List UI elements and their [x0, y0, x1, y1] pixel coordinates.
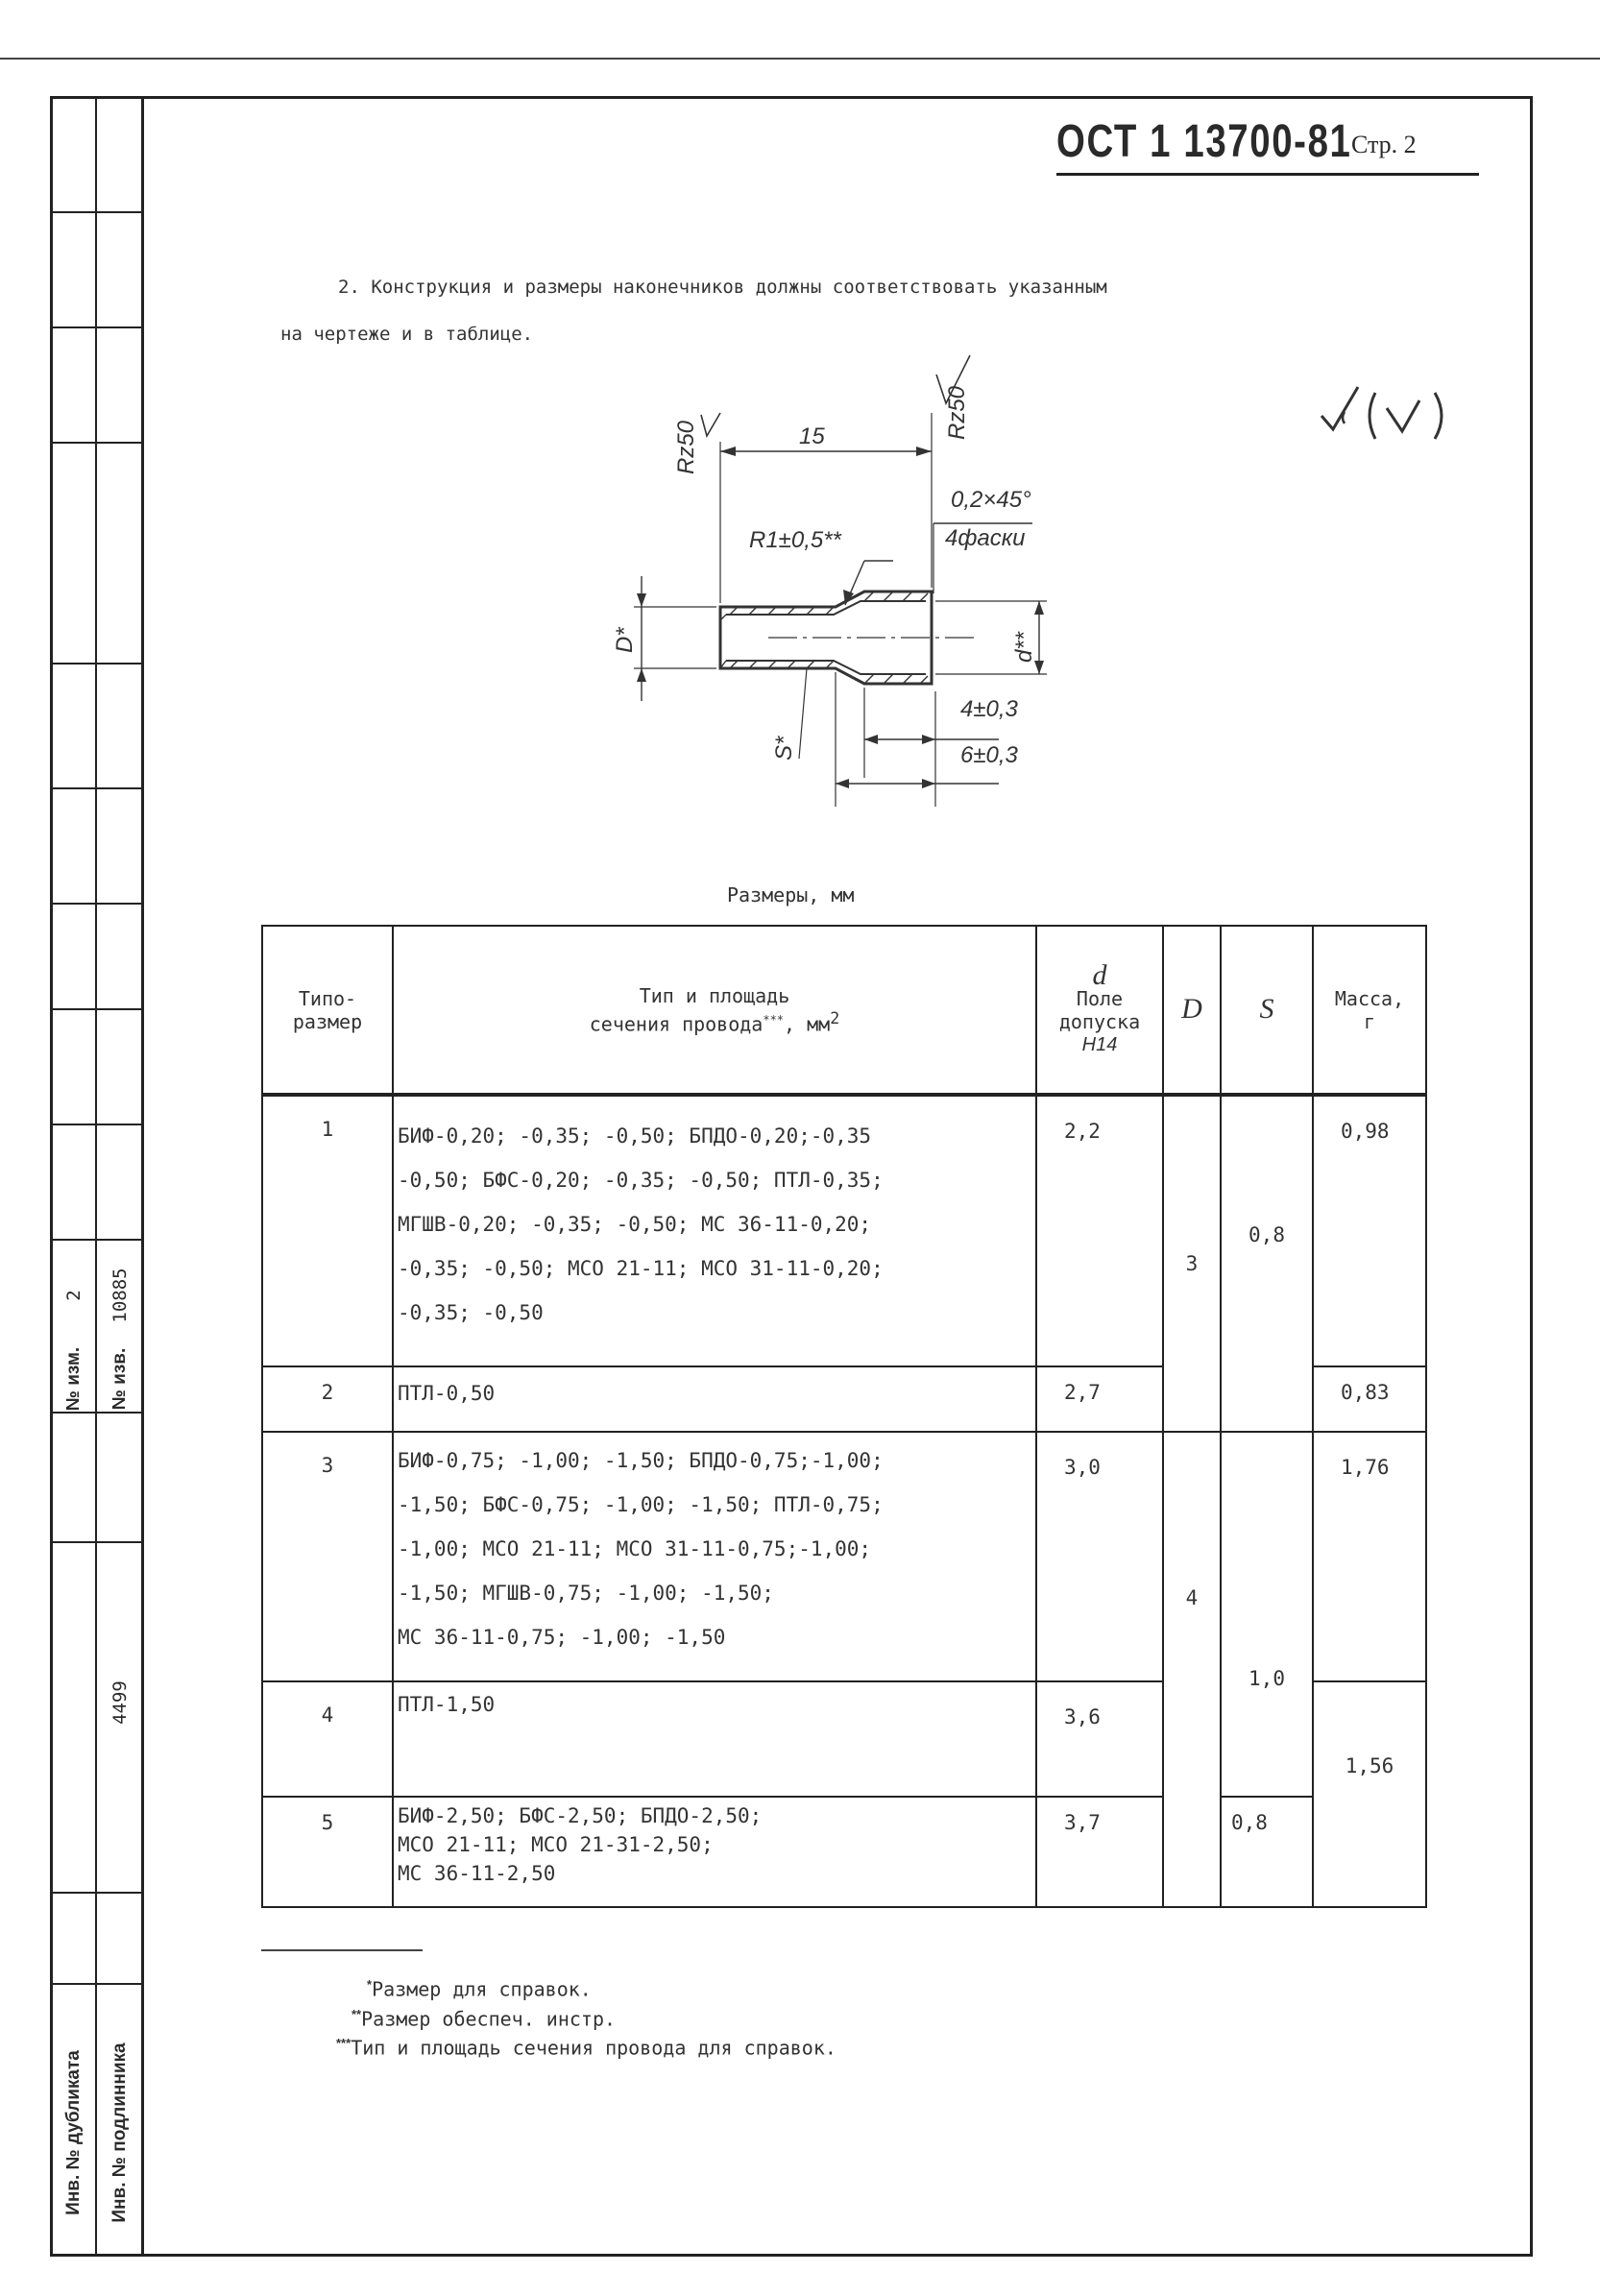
- chamfer-label: 0,2×45°: [951, 487, 1031, 513]
- group1-S: 0,8: [1221, 1095, 1313, 1432]
- intro-line-1: 2. Конструкция и размеры наконечников должны соответствовать указанным: [338, 277, 1107, 298]
- dim-length-label: 15: [799, 423, 825, 449]
- header-D: D: [1163, 926, 1221, 1095]
- header-d: d Поле допуска H14: [1036, 926, 1163, 1095]
- page-number: Стр. 2: [1351, 131, 1417, 158]
- group2-S: 1,0: [1221, 1432, 1313, 1797]
- change-no-label: № изм.: [63, 1346, 84, 1412]
- header-S: S: [1221, 926, 1313, 1095]
- header-size-type: Типо- размер: [262, 926, 393, 1095]
- radius-label: R1±0,5**: [749, 527, 841, 553]
- footnote-3: Тип и площадь сечения провода для справок.: [351, 2036, 836, 2060]
- table-caption: Размеры, мм: [727, 883, 855, 906]
- group1-D: 3: [1163, 1095, 1221, 1432]
- top-edge-line: [0, 58, 1600, 60]
- table-row: 2 ПТЛ-0,50 2,7 0,83: [262, 1366, 1426, 1432]
- table-row: 4 ПТЛ-1,50 3,6 1,56: [262, 1681, 1426, 1797]
- header-mass: Масса, г: [1313, 926, 1426, 1095]
- footnote-rule: [261, 1949, 423, 1951]
- chamfer-note-label: 4фаски: [945, 525, 1026, 551]
- duplicate-inv-label: Инв. № дубликата: [63, 2050, 84, 2215]
- roughness-right-label: Rz50: [944, 385, 970, 440]
- footnotes: *Размер для справок. **Размер обеспеч. инстр. ***Тип и площадь сечения провода для справок.: [261, 1949, 836, 2061]
- surface-finish-mark: [1316, 379, 1460, 447]
- intro-line-2: на чертеже и в таблице.: [280, 324, 534, 345]
- original-inv-label: Инв. № подлинника: [109, 2042, 130, 2223]
- document-code: ОСТ 1 13700-81: [1056, 116, 1352, 167]
- header-wire-type: Тип и площадь сечения провода***, $мм^2$: [393, 926, 1036, 1095]
- inventory-value: 4499: [109, 1680, 131, 1725]
- document-header: [1056, 115, 1479, 176]
- strip-divider: [95, 96, 97, 2257]
- table-row: 1 БИФ-0,20; -0,35; -0,50; БПДО-0,20;-0,35 -0,50; БФС-0,20; -0,35; -0,50; ПТЛ-0,35; МГШВ-0,20; -0,35; -0,50; МС 36-11-0,20; -0,35; -0,50; МСО 21-11; МСО 31-11-0,20; -0,35; -0,50 2,2 3 0,8 0,98: [262, 1095, 1426, 1366]
- change-no-value: 2: [63, 1290, 85, 1301]
- dim-4-label: 4±0,3: [960, 696, 1018, 722]
- notice-no-value: 10885: [109, 1268, 131, 1323]
- footnote-2: Размер обеспеч. инстр.: [361, 2007, 617, 2031]
- dim-6-label: 6±0,3: [960, 742, 1018, 768]
- notice-no-label: № изв.: [109, 1347, 130, 1411]
- group2-D: 4: [1163, 1432, 1221, 1907]
- table-row: 5 БИФ-2,50; БФС-2,50; БПДО-2,50; МСО 21-11; МСО 21-31-2,50; МС 36-11-2,50 3,7 0,8: [262, 1797, 1426, 1907]
- terminal-drawing: [576, 355, 1114, 807]
- table-row: 3 БИФ-0,75; -1,00; -1,50; БПДО-0,75;-1,00; -1,50; БФС-0,75; -1,00; -1,50; ПТЛ-0,75; -1,00; МСО 21-11; МСО 31-11-0,75;-1,00; -1,50; МГШВ-0,75; -1,00; -1,50; МС 36-11-0,75; -1,00; -1,50 3,0 4 1,0 1,76: [262, 1432, 1426, 1681]
- row5-S: 0,8: [1221, 1797, 1313, 1907]
- wall-label: S*: [771, 736, 797, 761]
- group2-mass: 1,56: [1313, 1681, 1426, 1907]
- footnote-1: Размер для справок.: [372, 1977, 592, 2001]
- outer-diameter-label: D*: [612, 627, 638, 653]
- left-binding-strip: [50, 96, 144, 2257]
- surface-finish-text: √(√): [1316, 379, 1319, 380]
- inner-diameter-label: d**: [1011, 631, 1037, 663]
- roughness-left-label: Rz50: [673, 420, 699, 474]
- dimensions-table: [261, 925, 1427, 1908]
